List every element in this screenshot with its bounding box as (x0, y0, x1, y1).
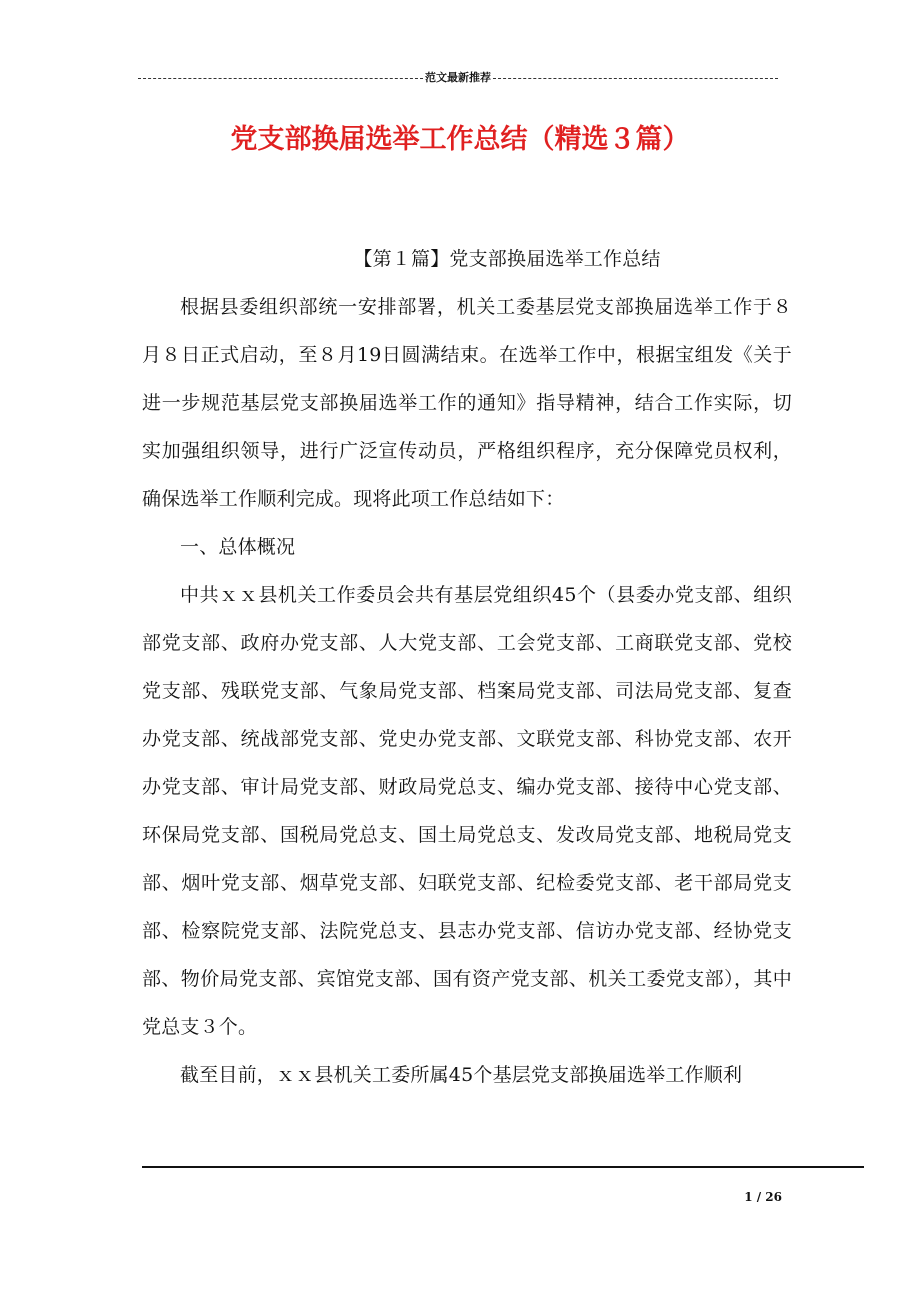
header-label: 范文最新推荐 (425, 71, 491, 84)
footer-rule (142, 1166, 864, 1168)
paragraph-subheading: 一、总体概况 (180, 536, 296, 558)
paragraph-progress: 截至目前，ｘｘ县机关工委所属45个基层党支部换届选举工作顺利 (180, 1064, 743, 1086)
paragraph-intro: 根据县委组织部统一安排部署，机关工委基层党支部换届选举工作于８月８日正式启动，至８月19日圆满结束。在选举工作中，根据宝组发《关于进一步规范基层党支部换届选举工作的通知》指导精神，结合工作实际，切实加强组织领导，进行广泛宣传动员，严格组织程序，充分保障党员权利，确保选举工作顺利完成。现将此项工作总结如下： (142, 296, 792, 510)
document-body (142, 235, 792, 1099)
paragraph-overview: 中共ｘｘ县机关工作委员会共有基层党组织45个（县委办党支部、组织部党支部、政府办党支部、人大党支部、工会党支部、工商联党支部、党校党支部、残联党支部、气象局党支部、档案局党支部、司法局党支部、复查办党支部、统战部党支部、党史办党支部、文联党支部、科协党支部、农开办党支部、审计局党支部、财政局党总支、编办党支部、接待中心党支部、环保局党支部、国税局党总支、国土局党总支、发改局党支部、地税局党支部、烟叶党支部、烟草党支部、妇联党支部、纪检委党支部、老干部局党支部、检察院党支部、法院党总支、县志办党支部、信访办党支部、经协党支部、物价局党支部、宾馆党支部、国有资产党支部、机关工委党支部），其中党总支３个。 (142, 584, 792, 1038)
section-heading: 【第１篇】党支部换届选举工作总结 (353, 248, 661, 270)
header-dash-right (493, 78, 778, 79)
page-indicator: 1 / 26 (744, 1190, 782, 1204)
header-dash-left (138, 78, 423, 79)
document-title: 党支部换届选举工作总结（精选３篇） (230, 124, 690, 155)
header-rule (138, 70, 778, 86)
